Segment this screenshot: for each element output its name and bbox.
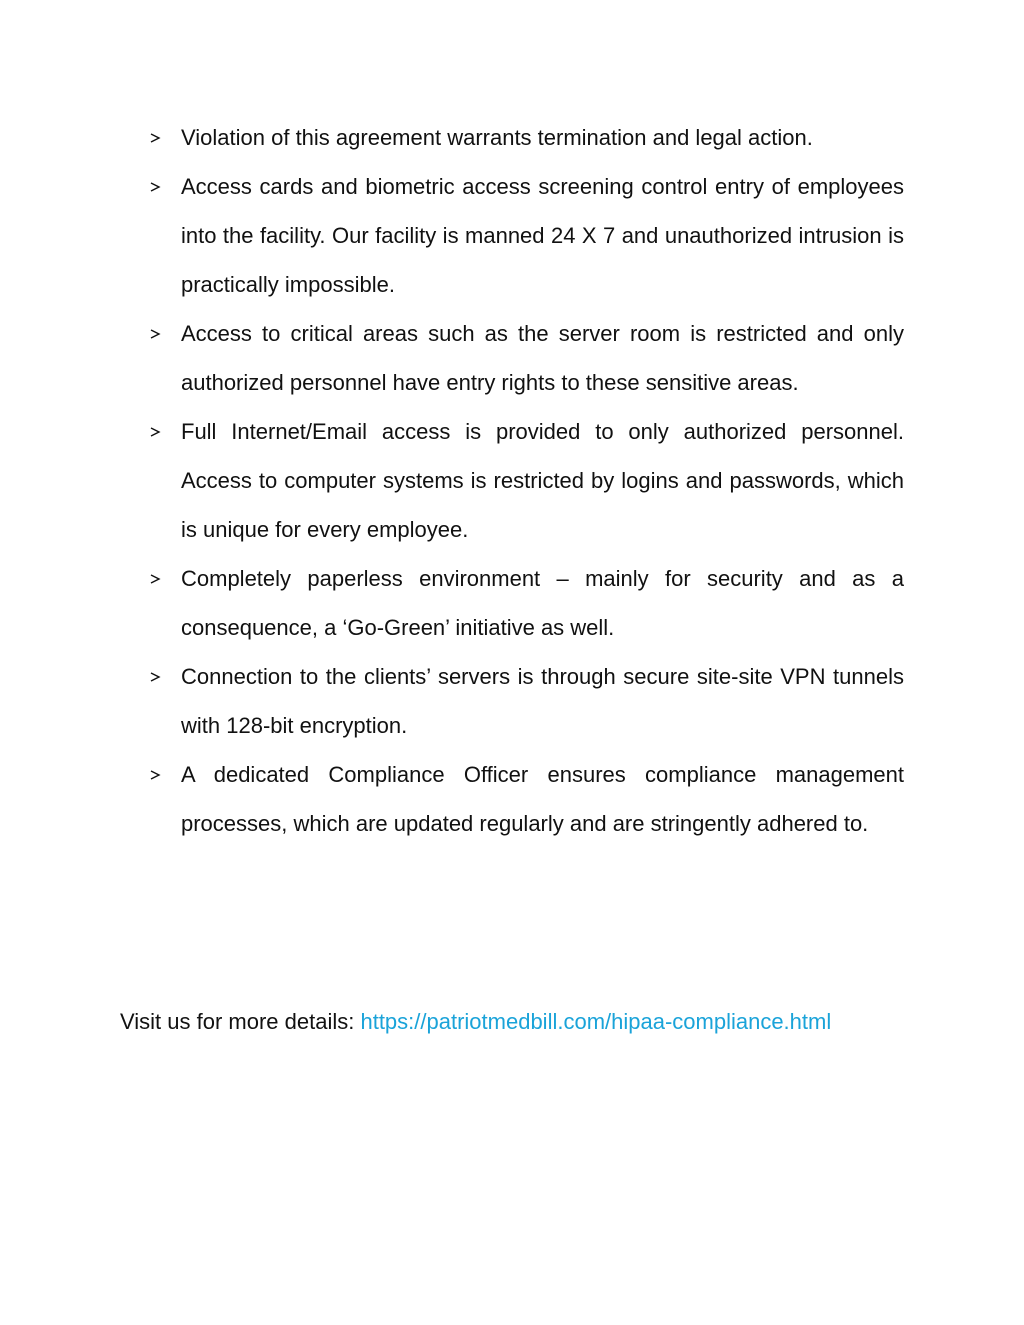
bullet-item xyxy=(150,750,904,848)
bullet-text: Access cards and biometric access screening control entry of employees into the facility. Our facility is manned 24 X 7 and unauthorized intrusion is practically impossible. xyxy=(181,174,904,297)
arrowhead-bullet-icon xyxy=(150,750,164,799)
arrowhead-bullet-icon xyxy=(150,554,164,603)
bullet-item xyxy=(150,652,904,750)
bullet-text: Completely paperless environment – mainly for security and as a consequence, a ‘Go-Green’ initiative as well. xyxy=(181,566,904,640)
arrowhead-bullet-icon xyxy=(150,652,164,701)
bullet-text: Access to critical areas such as the server room is restricted and only authorized personnel have entry rights to these sensitive areas. xyxy=(181,321,904,395)
bullet-text: A dedicated Compliance Officer ensures compliance management processes, which are updated regularly and are stringently adhered to. xyxy=(181,762,904,836)
arrowhead-bullet-icon xyxy=(150,407,164,456)
arrowhead-bullet-icon xyxy=(150,309,164,358)
bullet-list xyxy=(150,113,904,848)
bullet-text: Connection to the clients’ servers is through secure site-site VPN tunnels with 128-bit encryption. xyxy=(181,664,904,738)
bullet-text: Full Internet/Email access is provided to only authorized personnel. Access to computer systems is restricted by logins and passwords, which is unique for every employee. xyxy=(181,419,904,542)
bullet-item xyxy=(150,162,904,309)
bullet-text: Violation of this agreement warrants termination and legal action. xyxy=(181,125,813,150)
footer-details xyxy=(120,997,900,1046)
bullet-item xyxy=(150,113,904,162)
arrowhead-bullet-icon xyxy=(150,113,164,162)
arrowhead-bullet-icon xyxy=(150,162,164,211)
bullet-item xyxy=(150,407,904,554)
bullet-item xyxy=(150,554,904,652)
bullet-item xyxy=(150,309,904,407)
footer-label: Visit us for more details: xyxy=(120,1009,361,1034)
details-link[interactable]: https://patriotmedbill.com/hipaa-compliance.html xyxy=(360,1009,832,1034)
